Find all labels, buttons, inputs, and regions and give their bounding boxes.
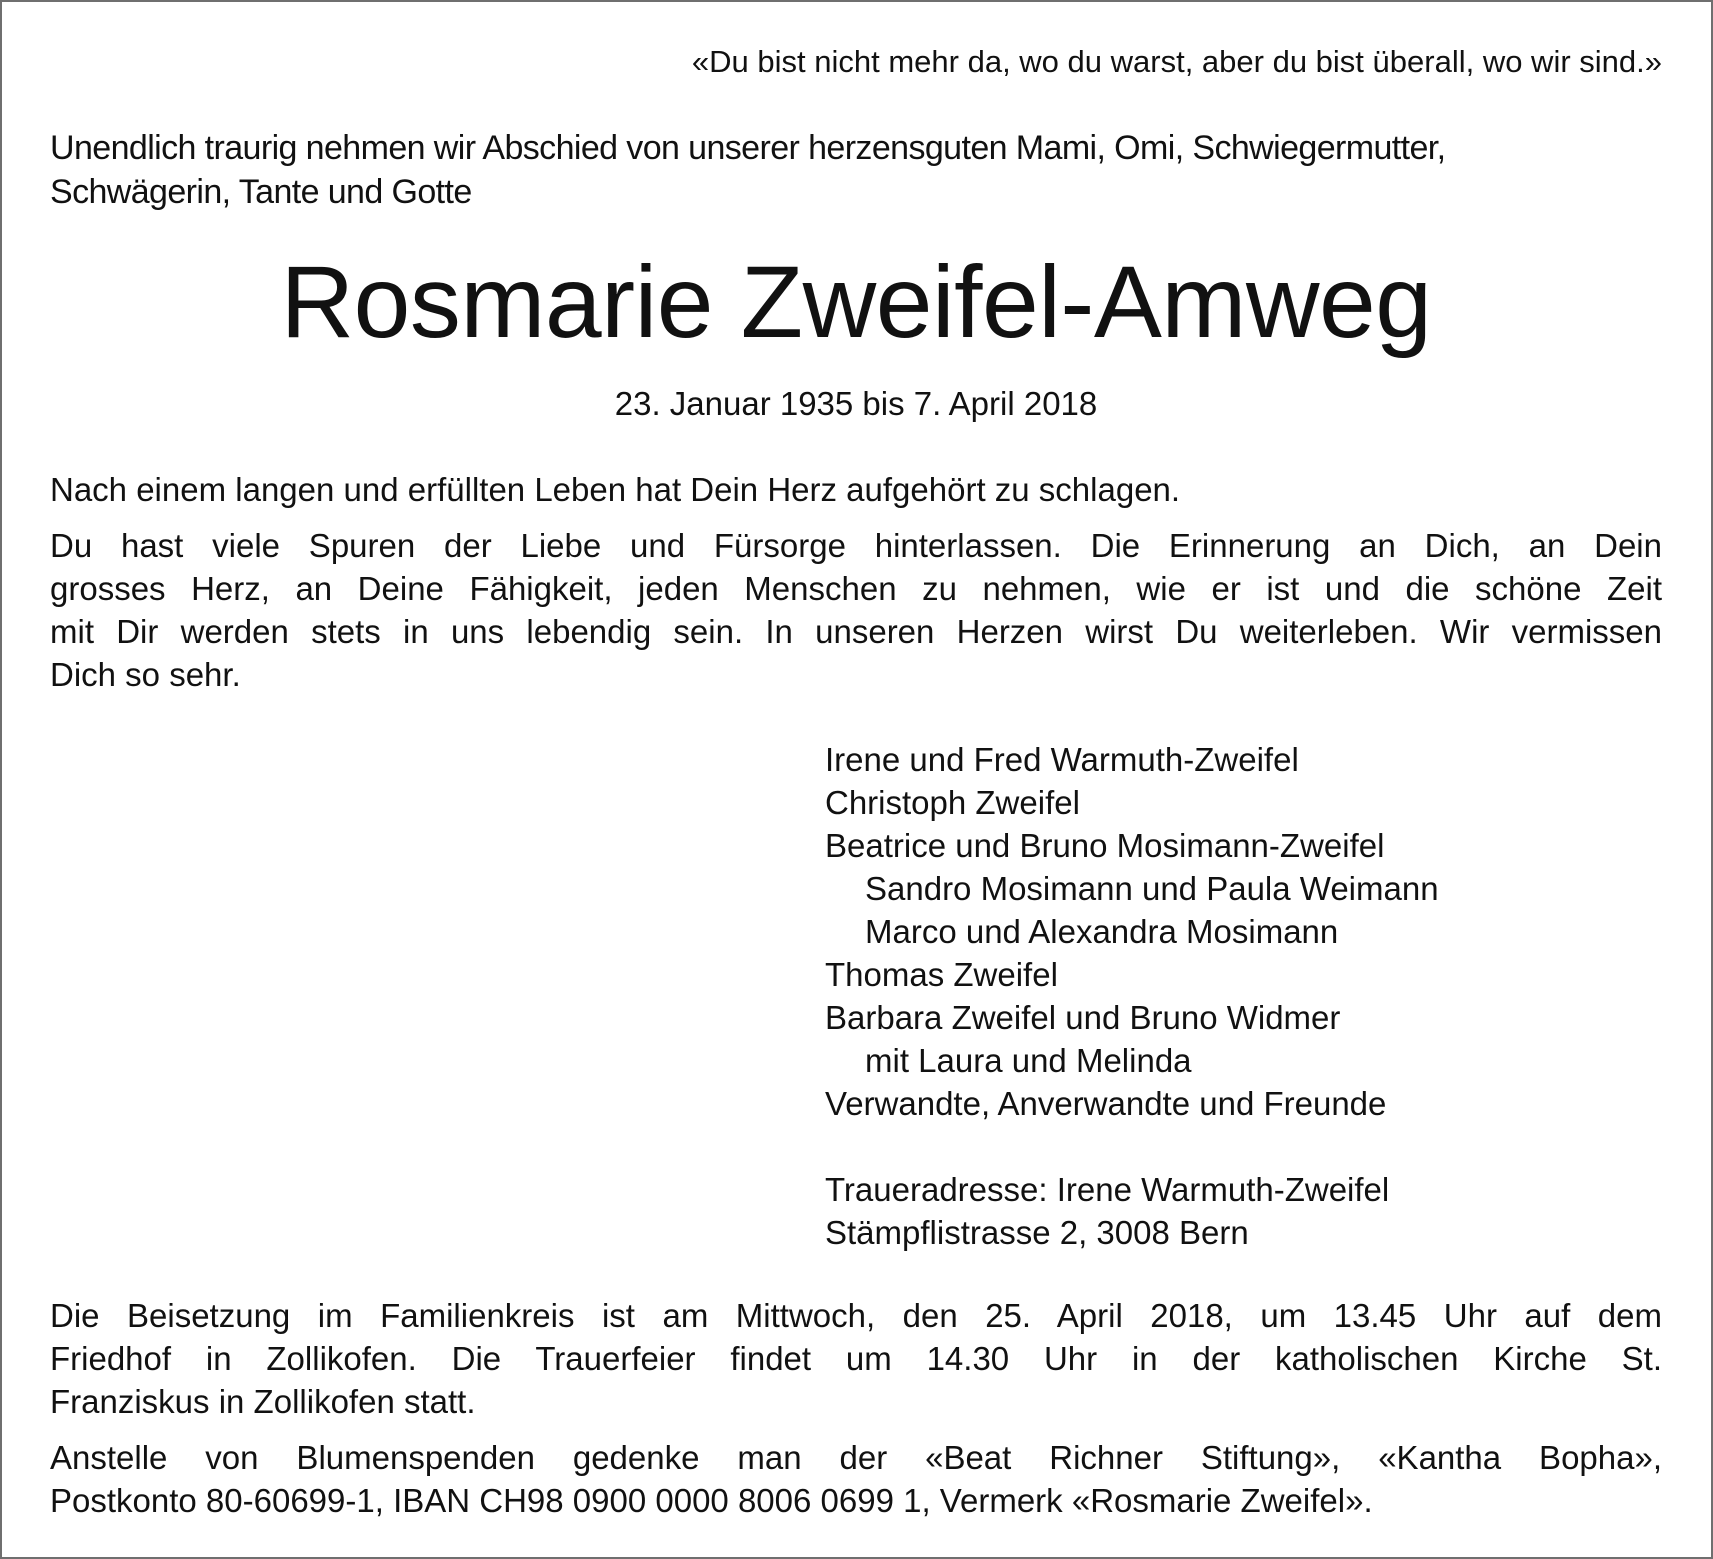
mourner-name: mit Laura und Melinda xyxy=(865,1042,1192,1079)
paragraph-line: Nach einem langen und erfüllten Leben hat Dein Herz aufgehört zu schlagen. xyxy=(50,471,1181,508)
paragraph-line: mit Dir werden stets in uns lebendig sein. In unseren Herzen wirst Du weiterleben. Wir vermissen xyxy=(50,613,1662,650)
paragraph-funeral xyxy=(50,1294,1662,1423)
paragraph-memories xyxy=(50,524,1662,696)
mourner-name: Barbara Zweifel und Bruno Widmer xyxy=(825,999,1341,1036)
paragraph-line: Dich so sehr. xyxy=(50,656,241,693)
life-dates: 23. Januar 1935 bis 7. April 2018 xyxy=(614,385,1098,422)
mourner-name: Verwandte, Anverwandte und Freunde xyxy=(825,1085,1387,1122)
mourner-name: Sandro Mosimann und Paula Weimann xyxy=(865,870,1439,907)
mourners-list xyxy=(825,738,1645,1125)
address-line: Stämpflistrasse 2, 3008 Bern xyxy=(825,1214,1249,1251)
intro-line: Schwägerin, Tante und Gotte xyxy=(50,173,472,211)
mourner-name: Christoph Zweifel xyxy=(825,784,1080,821)
mourner-name: Thomas Zweifel xyxy=(825,956,1058,993)
paragraph-line: Postkonto 80-60699-1, IBAN CH98 0900 0000 8006 0699 1, Vermerk «Rosmarie Zweifel». xyxy=(50,1482,1373,1519)
mourner-name: Beatrice und Bruno Mosimann-Zweifel xyxy=(825,827,1385,864)
mourner-name: Marco und Alexandra Mosimann xyxy=(865,913,1339,950)
opening-quote: «Du bist nicht mehr da, wo du warst, aber du bist überall, wo wir sind.» xyxy=(691,44,1662,79)
paragraph-line: grosses Herz, an Deine Fähigkeit, jeden Menschen zu nehmen, wie er ist und die schöne Zeit xyxy=(50,570,1662,607)
paragraph-line: Friedhof in Zollikofen. Die Trauerfeier findet um 14.30 Uhr in der katholischen Kirche St. xyxy=(50,1340,1662,1377)
paragraph-line: Franziskus in Zollikofen statt. xyxy=(50,1383,476,1420)
paragraph-line: Du hast viele Spuren der Liebe und Fürsorge hinterlassen. Die Erinnerung an Dich, an Dein xyxy=(50,527,1662,564)
address-line: Traueradresse: Irene Warmuth-Zweifel xyxy=(825,1171,1390,1208)
mourning-address xyxy=(825,1168,1645,1254)
paragraph-line: Die Beisetzung im Familienkreis ist am Mittwoch, den 25. April 2018, um 13.45 Uhr auf dem xyxy=(50,1297,1662,1334)
intro-line: Unendlich traurig nehmen wir Abschied von unserer herzensguten Mami, Omi, Schwiegermutter, xyxy=(50,129,1446,167)
deceased-name: Rosmarie Zweifel-Amweg xyxy=(280,245,1432,359)
mourner-name: Irene und Fred Warmuth-Zweifel xyxy=(825,741,1299,778)
paragraph-donations xyxy=(50,1436,1662,1522)
paragraph-line: Anstelle von Blumenspenden gedenke man der «Beat Richner Stiftung», «Kantha Bopha», xyxy=(50,1439,1662,1476)
intro-text xyxy=(50,126,1662,214)
paragraph-heart xyxy=(50,468,1662,511)
